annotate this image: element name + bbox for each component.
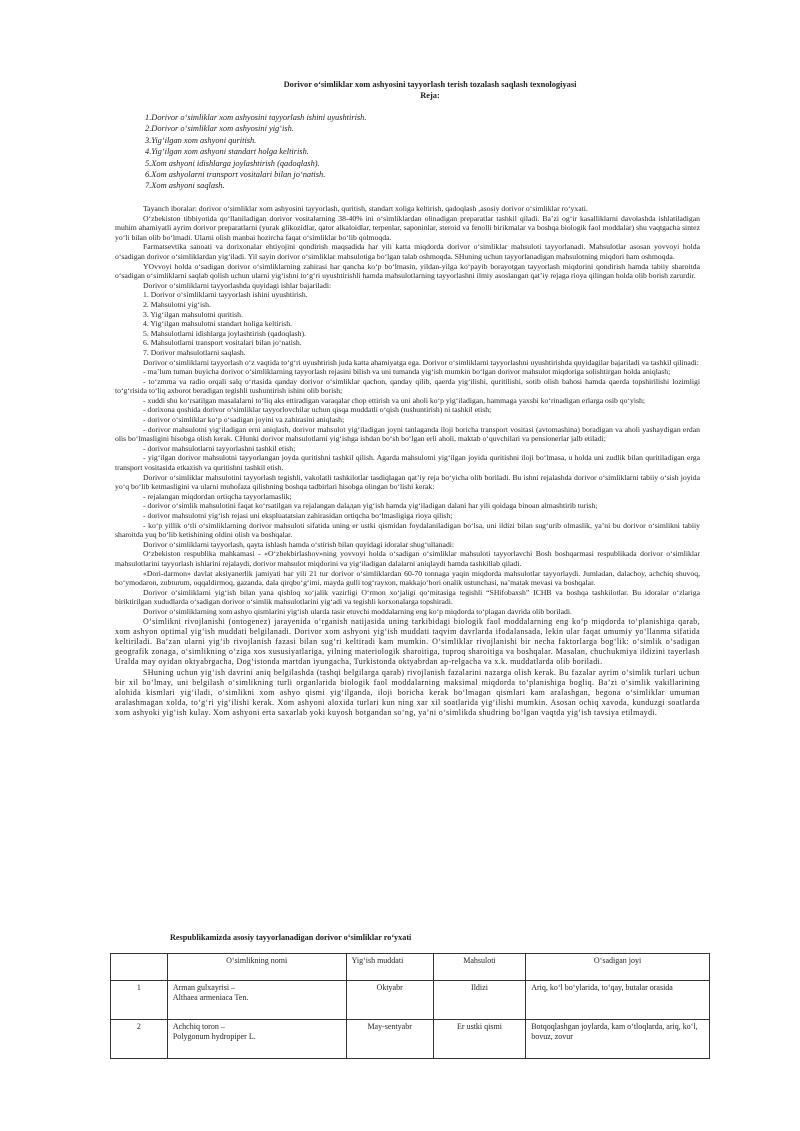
bullet-item: - xuddi shu ko‘rsatilgan masalalarni to‘liq aks ettiradigan varaqalar chop ettirish va uni aholi ko‘p yig‘iladigan, hammaga yaxshi ko‘rinadigan erlarga osib qo‘yish;: [143, 395, 645, 405]
body-paragraph: Dorivor o‘simliklarni yig‘ish bilan yana qishloq xo‘jalik vazirligi O‘rmon xo‘jaligi qo‘mitasiga tegishli “SHifobaxsh” ICHB va boshqa tashkilotlar. Bu idoralar o‘zlariga biriktirilgan xududlarda o‘sadigan dorivor o‘simlik mahsulotlarini yig‘adi va tegishli korxonalarga topshiradi.: [115, 587, 700, 607]
header-cell-name: O‘simlikning nomi: [167, 954, 346, 981]
plant-latin-name: Althaea armeniaca Ten.: [172, 993, 249, 1002]
plants-table: [110, 953, 710, 1059]
bullet-item: - ko‘p yillik o‘tli o‘simliklarning dorivor mahsuloti sifatida uning er ustki qismidan foydalaniladigan bo‘lsa, uni ildizi bilan sug‘urib olmaslik, ya’ni bu dorivor o‘simlikni tabiiy sharoitda yuq bo‘lib ketishining oldini olish va boshqalar.: [115, 520, 700, 540]
body-paragraph: YOvvoyi holda o‘sadigan dorivor o‘simliklarning zahirasi har qancha ko‘p bo‘lmasin, yildan-yilga ko‘payib borayotgan tayyorlash miqdorini qondirish hamda tabiiy sharoitda o‘sadigan o‘simliklarni saqlab qolish uchun ularni yig‘ishni to‘g‘ri uyushtirishli hamda mahsulotlarning tayyorlashni ilmiy asoslangan qat’iy rejaga rioya qilingan holda olib borish zarurdir.: [115, 261, 700, 281]
numbered-item: 6. Mahsulotlarni transport vositalari bilan jo‘natish.: [143, 338, 302, 348]
body-paragraph: O‘zbekiston tibbiyotida qo‘llaniladigan dorivor vositalarning 38-40% ini o‘simliklardan olinadigan preparatlar tashkil qiladi. Ba’zi og‘ir kasalliklarni davolashda ishlatiladigan muhim ahamiyatli ayrim dorivor preparatlarni (yurak glikozidlar, qator alkaloidlar, terpenlar, saponinlar, steroid va fenolli birikmalar va boshqa biologik faol moddalar) shu vaqtgacha sintez yo‘li bilan olib bo‘lmadi. Ularni olish manbai hozircha faqat o‘simliklar bo‘lib qolmoqda.: [115, 213, 700, 242]
plant-local-name: Arman gulxayrisi –: [172, 983, 236, 992]
body-paragraph: Farmatsevtika sanoati va dorixonalar ehtiyojini qondirish maqsadida har yili katta miqdorda dorivor o‘simliklar mahsuloti tayyorlanadi. Mahsulotlar asosan yovvoyi holda o‘sadigan dorivor o‘simliklardan yig‘iladi. Yil sayin dorivor o‘simliklar mahsulotiga bo‘lgan talab oshmoqda. SHuning uchun tayyorlanadigan mahsulotning miqdori ham oshmoqda.: [115, 242, 700, 261]
body-paragraph: O‘zbekiston respublika mahkamasi - «O‘zbekbirlashov»ning yovvoyi holda o‘sadigan o‘simliklar mahsuloti tayyorlavchi Bosh boshqarmasi respublikada dorivor o‘simliklar mahsulotlarini tayyorlash ishlarini rejalaydi, dorivor mahsulot miqdorini va yig‘iladigan dalalarni aniqlaydi hamda tashkillab qiladi.: [115, 549, 700, 568]
bullet-item: - rejalangan miqdordan ortiqcha tayyorlamaslik;: [143, 491, 292, 501]
table-row: [111, 1020, 710, 1059]
keywords-paragraph: Tayanch iboralar: dorivor o‘simliklar xom ashyosini tayyorlash, quritish, standart xoliga keltirish, qadoqlash ,asosiy dorivor o‘simliklar ro‘yxati.: [143, 204, 588, 213]
plant-local-name: Achchiq toron –: [172, 1022, 225, 1031]
plan-item: 1.Dorivor o‘simliklar xom ashyosini tayyorlash ishini uyushtirish.: [145, 113, 367, 122]
header-cell-time: Yig‘ish muddati: [346, 954, 433, 981]
body-paragraph: Dorivor o‘simliklarni tayyorlashda quyidagi ishlar bajariladi:: [143, 280, 332, 290]
body-paragraph: Dorivor o‘simliklar mahsulotini tayyorlash tegishli, vakolatli tashkilotlar tasdiqlagan qat’iy reja bo‘yicha olib boriladi. Bu ishni rejalashda dorivor o‘simliklarni tabiiy o‘sish joyida yo‘q bo‘lib ketmasligini va ularni muhofaza qilishning boshqa tadbirlari hisobga olingan bo‘lishi kerak:: [115, 472, 700, 492]
bullet-item: - dorivor o‘simlik mahsulotini faqat ko‘rsatilgan va rejalangan dalадan yig‘ish hamda yig‘iladigan dalani har yili qoidaga binoan almashtirib turish;: [143, 501, 598, 511]
body-paragraph: O‘simlikni rivojlanishi (ontogenez) jarayenida o‘rganish natijasida uning tarkibidagi biologik faol moddalarning eng ko‘p miqdorda to‘planishiga qarab, xom ashyon optimal yig‘ish muddati belgilanadi. Dorivor xom ashyoni yig‘ish muddati taqvim davrlarda ifodalansada, lekin ular faqat umumiy yo‘llanma sifatida keltiriladi. Ba’zan ularni yig‘ib rivojlanish fazasi bilan sug‘ri keltiradi kam mumkin. O‘simliklar rivojlanishi bir necha faktorlarga bog‘lik: o‘simlik o‘sadigan geografik zonaga, o‘simlikning o‘ziga xos xususiyatlariga, yilning materiologik sharoitiga, tuproq sharoitiga va boshqalar. Masalan, chuchukmiya ildizini tayerlash Uralda may oyidan oktyabrgacha, Dog‘istonda martdan iyungacha, Turkistonda oktyabrdan ap-relgacha va x.k. muddatlarda olib boriladi.: [115, 616, 700, 667]
bullet-item: - dorivor o‘simliklar ko‘p o‘sadigan joyini va zahirasini aniqlash;: [143, 415, 345, 425]
numbered-item: 7. Dorivor mahsulotlarni saqlash.: [143, 347, 246, 357]
table-row: [111, 981, 710, 1020]
document-title: [140, 79, 720, 101]
plan-item: 7.Xom ashyoni saqlash.: [145, 181, 225, 191]
document-body: [115, 204, 700, 719]
body-paragraph: Dorivor o‘simliklarni tayyorlash, qayta ishlash hamda o‘stirish bilan quyidagi idoralar shug‘ullanadi:: [143, 539, 455, 549]
body-paragraph: SHuning uchun yig‘ish davrini aniq belgilashda (tashqi belgilarga qarab) rivojlanish fazalarini nazarga olish kerak. Bu fazalar ayrim o‘simlik turlari uchun bir xil bo‘lmay, uni belgilash o‘simlikning turli organlarida biologik faol moddalarning maksimal miqdorda to‘planishiga bogliq. Ba’zi o‘simlik vakillarining alohida kismlari yig‘iladi, o‘simlikni xom ashyo qismi yig‘ilganda, iloji boricha kerak bo‘lmagan qismlari kam aralashgan, begona o‘simliklar umuman aralashmagan xolda, to‘g‘ri yig‘ilishi kerak. Xom ashyoni aloxida turlari kun ning xar xil soatlarida yig‘ilishi mumkin. Asosan ochiq xavoda, kunduzgi soatlarda xom ashyoki yig‘ish kulay. Xom ashyoni erta saxarlab yoki kuyosh botgandan so‘ng, ya’ni o‘simlikda shudring bo‘lgan vaqtda yig‘ish tavsiya etilmaydi.: [115, 667, 700, 718]
product-part-cell: Ildizi: [433, 981, 525, 1020]
header-cell-number: [111, 954, 168, 981]
plan-heading: Reja:: [420, 91, 440, 100]
row-number: 2: [111, 1020, 168, 1059]
plan-item: 4.Yig‘ilgan xom ashyoni standart holga keltirish.: [145, 147, 309, 157]
numbered-item: 1. Dorivor o‘simliklarni tayyorlash ishini uyushtirish.: [143, 290, 308, 300]
plant-name-cell: [167, 981, 346, 1020]
bullet-item: - to‘zmma va radio orqali salq o‘rtasida qanday dorivor o‘simliklar qachon, qanday qilib, qaerda yig‘ilishi, quritilishi, sotib olish bahosi hamda qaerda topshirilishi lozimligi to‘g‘risida to‘liq axborot beradigan tegishli tushuntirish ishini olib borish;: [115, 376, 700, 396]
bullet-item: - yig‘ilgan dorivor mahsulotni tayyorlangan joyda quritishni tashkil qilish. Agarda mahsulotni yig‘ilgan joyida quritishni iloji bo‘lmasa, u holda uni zudlik bilan quritiladigan erga transport vositasida etkazish va quritishni tashkil etish.: [115, 453, 700, 473]
harvest-time-cell: Oktyabr: [346, 981, 433, 1020]
growing-place-cell: Botqoqlashgan joylarda, kam o‘tloqlarda, ariq, ko‘l, bovuz, zovur: [526, 1020, 710, 1059]
plan-item: 3.Yig‘ilgan xom ashyoni quritish.: [145, 135, 257, 145]
title-text: Dorivor o‘simliklar xom ashyosini tayyorlash terish tozalash saqlash texnologiyasi: [283, 80, 577, 89]
plan-item: 2.Dorivor o‘simliklar xom ashyosini yig‘ish.: [145, 124, 294, 134]
plant-latin-name: Polygonum hydropiper L.: [172, 1032, 256, 1041]
row-number: 1: [111, 981, 168, 1020]
plan-item: 6.Xom ashyolarni transport vositalari bilan jo‘natish.: [145, 170, 326, 180]
numbered-item: 5. Mahsulotlarni idishlarga joylashtirish (qadoqlash).: [143, 328, 306, 338]
plan-list: [145, 112, 705, 192]
table-title: Respublikamizda asosiy tayyorlanadigan dorivor o‘simliklar ro‘yxati: [170, 933, 412, 942]
bullet-item: - dorivor mahsulotlarni tayyorlashni tashkil etish;: [143, 443, 296, 453]
header-cell-part: Mahsuloti: [433, 954, 525, 981]
numbered-item: 3. Yig‘ilgan mahsulotni quritish.: [143, 309, 243, 319]
plan-item: 5.Xom ashyoni idishlarga joylashtirish (qadoqlash).: [145, 158, 320, 168]
body-paragraph: «Dori-darmon» davlat aksiyanerlik jamiyati har yili 21 tur dorivor o‘simliklardan 60-70 tonnaga yaqin miqdorda mahsulotlar tayyorlaydi. Jumladan, dalachoy, achchiq shuvoq, bo‘ymodaron, zubturum, oqqaldirmoq, gazanda, dala qirqbo‘g‘imi, mayda gulli tog‘rayxon, makkajo‘hori onalik ustunchasi, na’matak mevasi va boshqalar.: [115, 568, 700, 588]
plant-name-cell: [167, 1020, 346, 1059]
table-header-row: [111, 954, 710, 981]
bullet-item: - dorivor mahsulotni yig‘iladigan erni aniqlash, dorivor mahsulot yig‘iladigan joyni tanlaganda iloji boricha transport vositasi (avtomashina) boradigan va aholi yashaydigan erdan olis bo‘lmasligini hisobga olish kerak. CHunki dorivor mahsulotlarni yig‘ishga ishdan bo‘sh bo‘lgan erli aholi, maktab o‘quvchilari va pensionerlar jalb etiladi;: [115, 424, 700, 444]
product-part-cell: Er ustki qismi: [433, 1020, 525, 1059]
bullet-item: - dorixona qoshida dorivor o‘simliklar tayyorlovchilar uchun qisqa muddatli o‘qish (tushuntirish) ni tashkil etish;: [143, 405, 492, 415]
body-paragraph: Dorivor o‘simliklarning xom ashyo qismlarini yig‘ish ularda tasir etuvchi moddalarning eng ko‘p miqdorda to‘plagan davrida olib boriladi.: [143, 606, 572, 616]
header-cell-place: O‘sadigan joyi: [526, 954, 710, 981]
body-paragraph: Dorivor o‘simliklarni tayyorlash o‘z vaqtida to‘g‘ri uyushtirish juda katta ahamiyatga ega. Dorivor o‘simliklarni tayyorlashni uyushtirishda quyidagilar bajariladi va tashkil qilinadi:: [143, 357, 699, 367]
harvest-time-cell: May-sentyabr: [346, 1020, 433, 1059]
growing-place-cell: Ariq, ko‘l bo‘ylarida, to‘qay, butalar orasida: [526, 981, 710, 1020]
bullet-item: - dorivor mahsulotni yig‘ish rejasi uni ekspluatatsian zahirasidan ortiqcha bo‘lmasligiga rioya qilish;: [143, 511, 453, 520]
numbered-item: 4. Yig‘ilgan mahsulotni standart holiga keltirish.: [143, 319, 292, 329]
bullet-item: - ma’lum tuman buyicha dorivor o‘simliklarning tayyorlash rejasini bilish va uni tumanda yig‘ish mumkin bo‘lgan dorivor mahsulot miqdoriga solishtirgan holda aniqlash;: [143, 367, 671, 377]
numbered-item: 2. Mahsulotni yig‘ish.: [143, 299, 211, 309]
